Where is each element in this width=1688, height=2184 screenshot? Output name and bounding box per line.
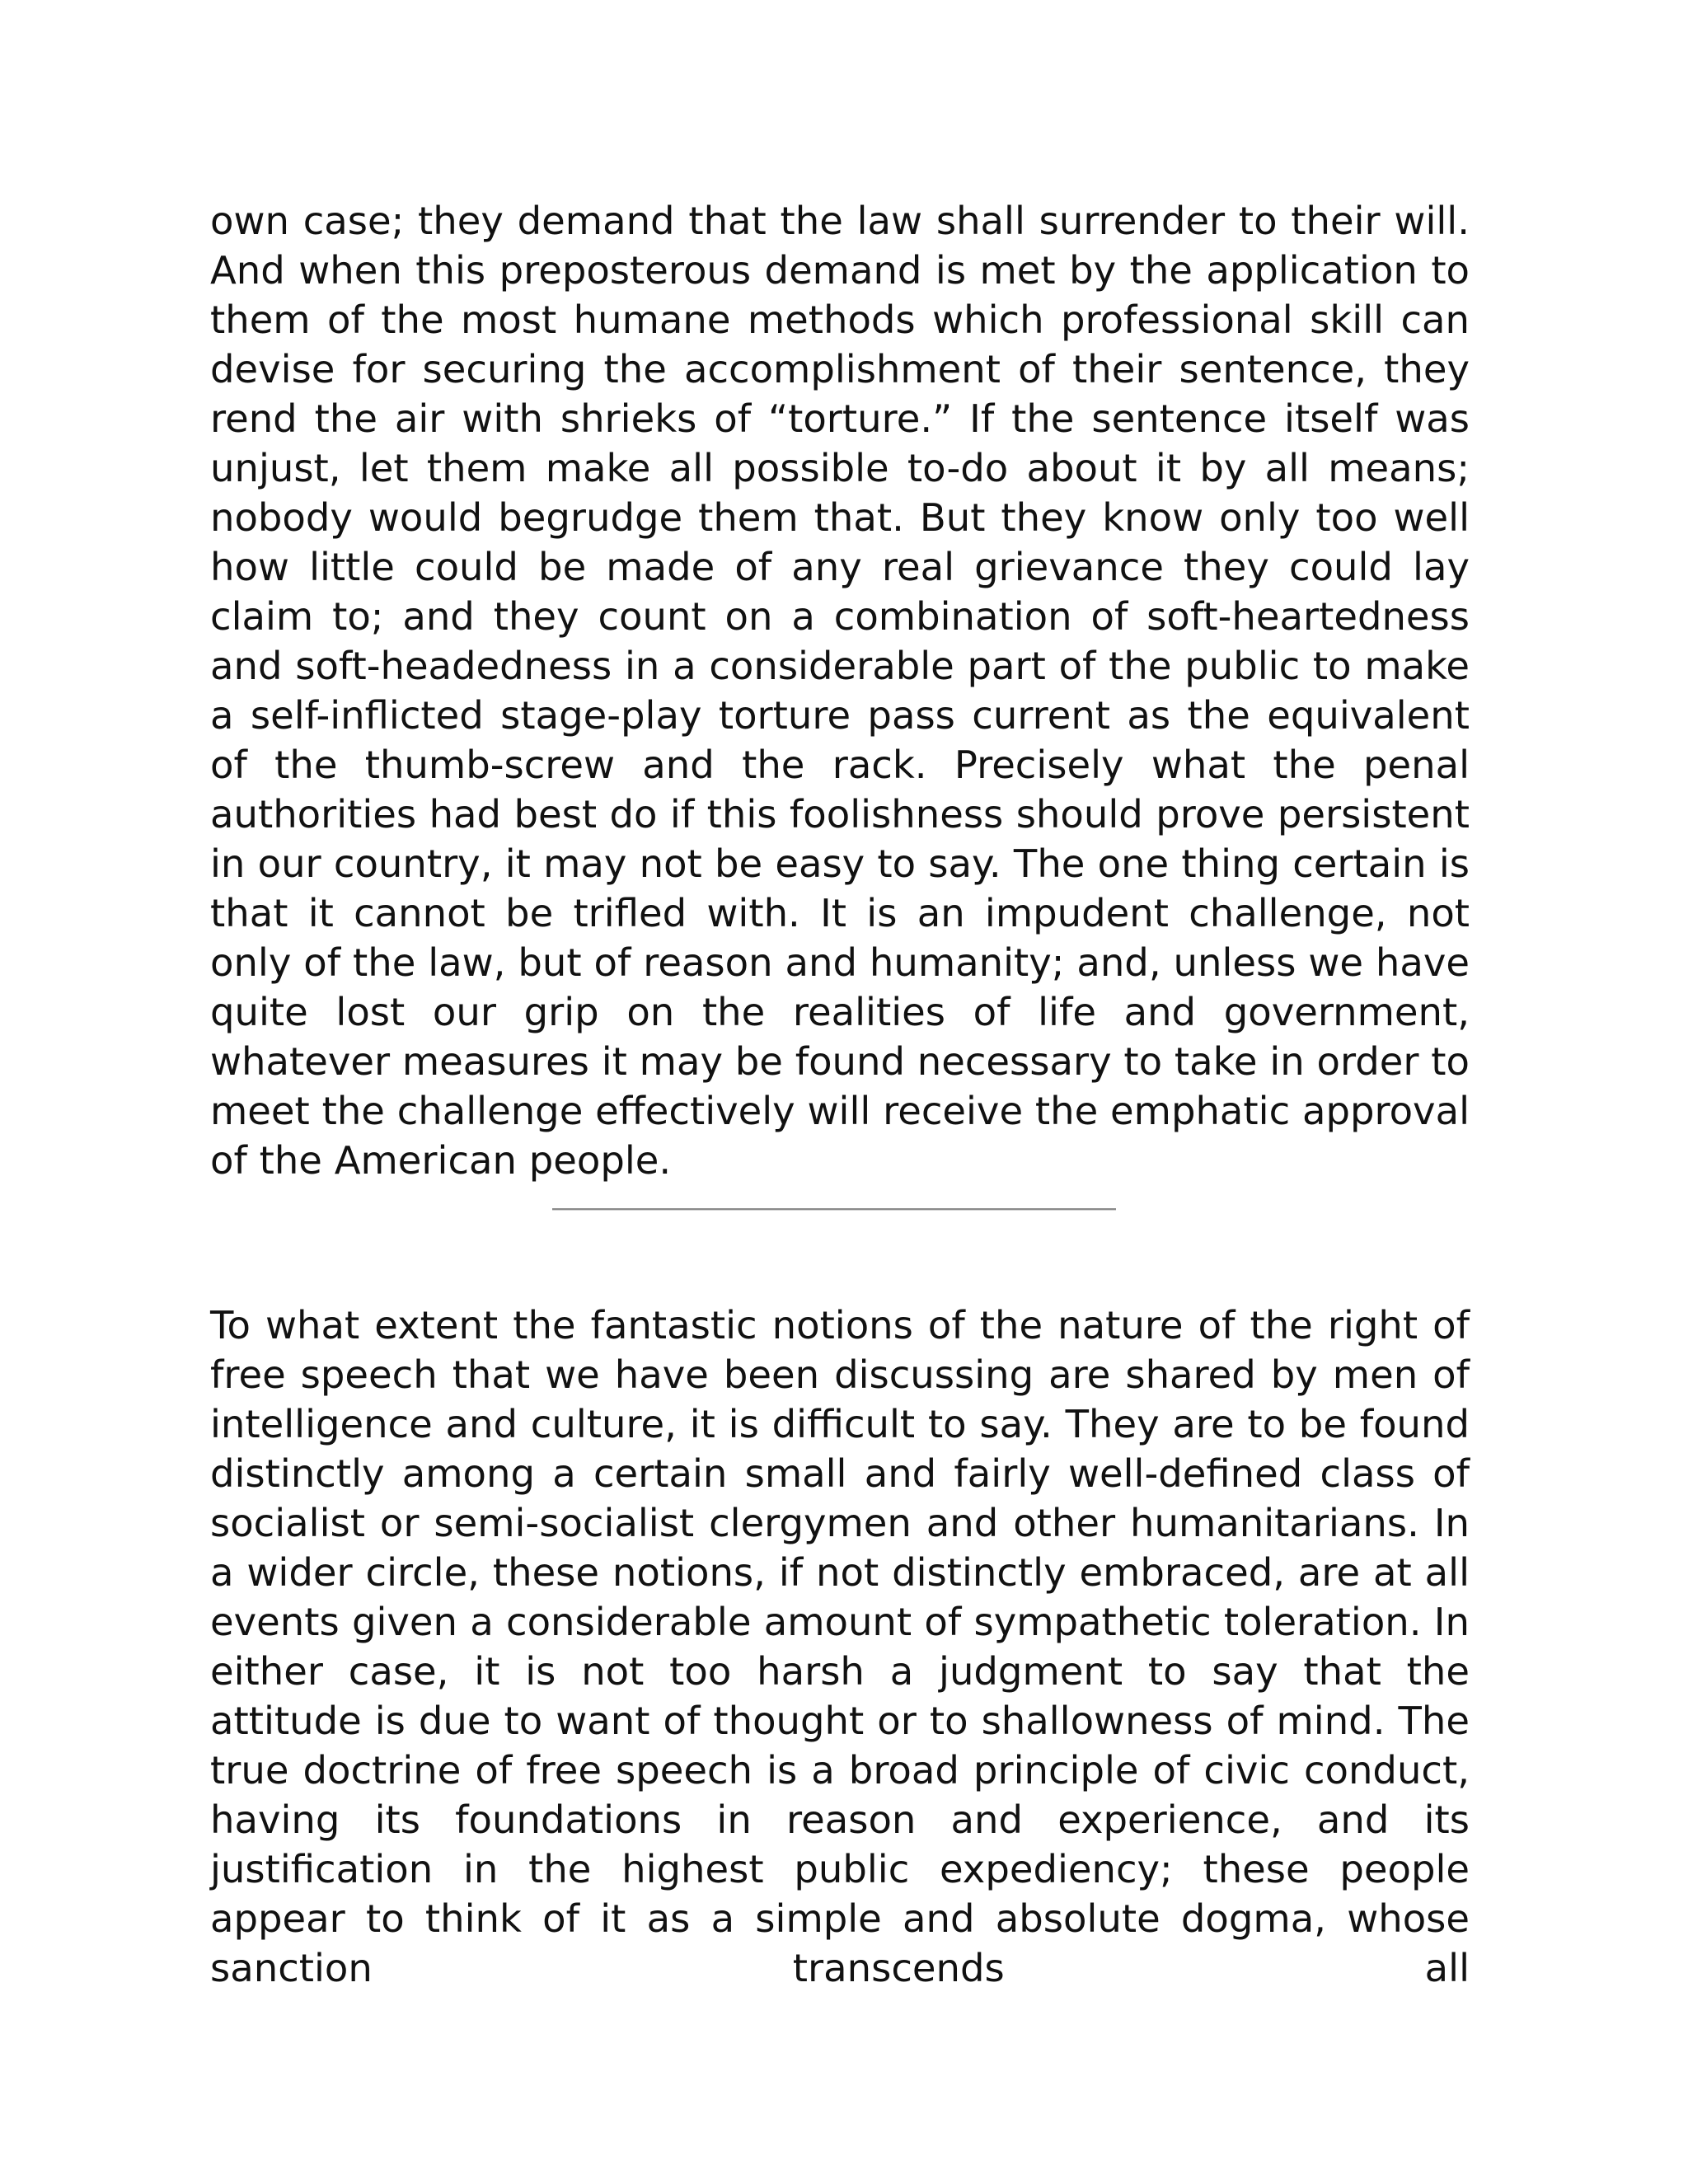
paragraph-2: To what extent the fantastic notions of the nature of the right of free speech that we have been discussing are shared by men of intelligence and culture, it is difficult to say. They are to be found distinctly among a certain small and fairly well-defined class of socialist or semi-socialist clergymen and other humanitarians. In a wider circle, these notions, if not distinctly embraced, are at all events given a considerable amount of sympathetic toleration. In either case, it is not too harsh a judgment to say that the attitude is due to want of thought or to shallowness of mind. The true doctrine of free speech is a broad principle of civic conduct, having its foundations in reason and experience, and its justification in the highest public expediency; these people appear to think of it as a simple and absolute dogma, whose sanction transcends all	[210, 1303, 1470, 1990]
paragraph-1: own case; they demand that the law shall surrender to their will. And when this preposterous demand is met by the application to them of the most humane methods which professional skill can devise for securing the accomplishment of their sentence, they rend the air with shrieks of “torture.” If the sentence itself was unjust, let them make all possible to-do about it by all means; nobody would begrudge them that. But they know only too well how little could be made of any real grievance they could lay claim to; and they count on a combination of soft-heartedness and soft-headedness in a considerable part of the public to make a self-inflicted stage-play torture pass current as the equivalent of the thumb-screw and the rack. Precisely what the penal authorities had best do if this foolishness should prove persistent in our country, it may not be easy to say. The one thing certain is that it cannot be trifled with. It is an impudent challenge, not only of the law, but of reason and humanity; and, unless we have quite lost our grip on the realities of life and government, whatever measures it may be found necessary to take in order to meet the challenge effectively will receive the emphatic approval of the American people.	[210, 199, 1470, 1183]
document-page	[210, 196, 1470, 1185]
section-divider	[552, 1208, 1116, 1211]
document-page-continued	[210, 1301, 1470, 1993]
